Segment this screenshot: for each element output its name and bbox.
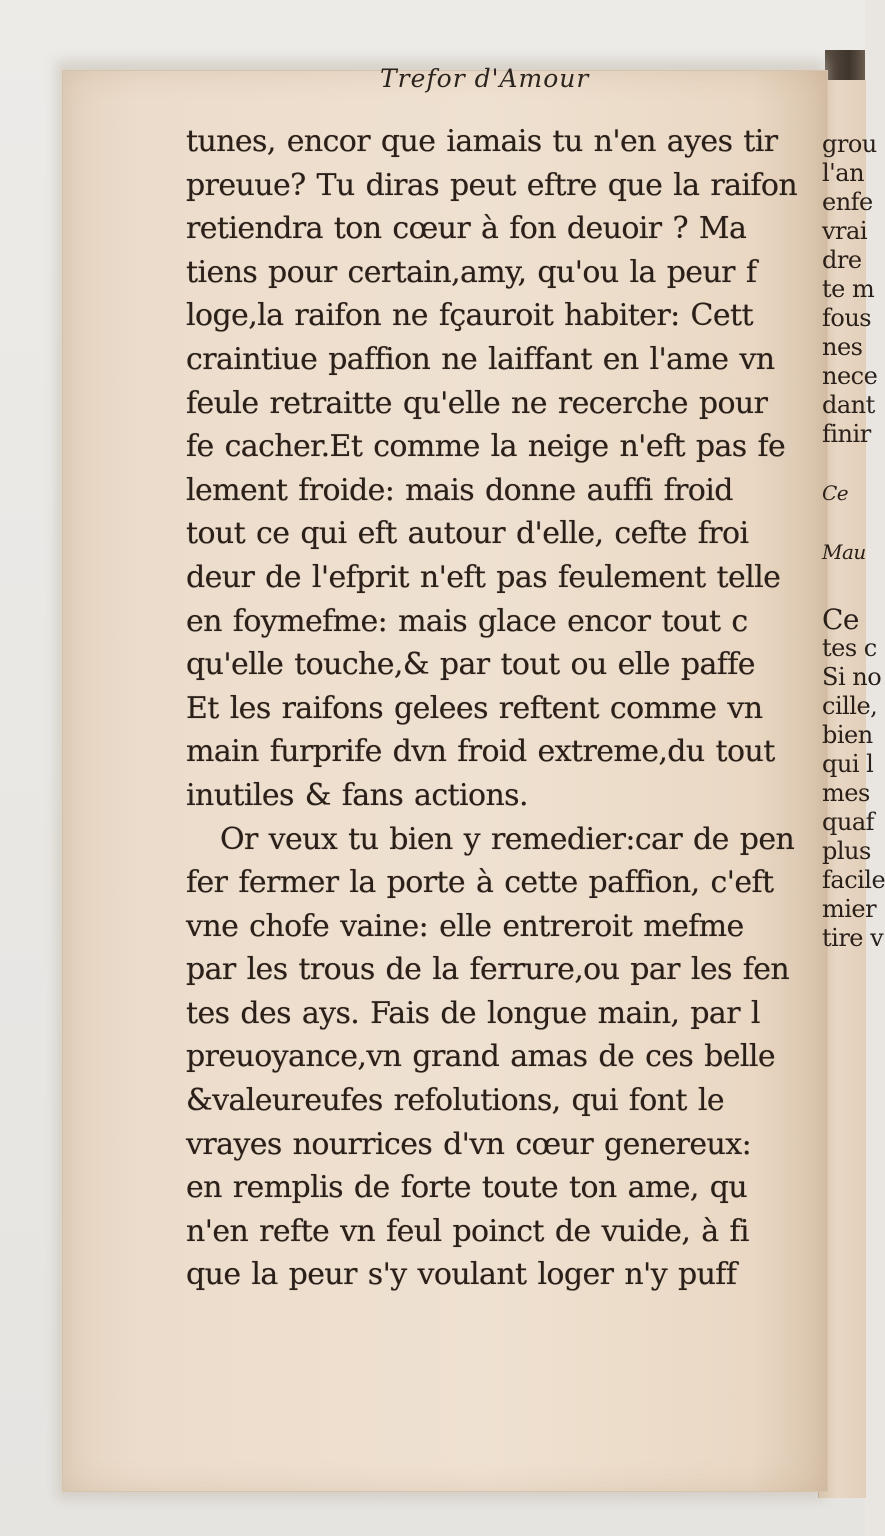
text-line: tes des ays. Fais de longue main, par l xyxy=(186,995,760,1031)
text-line: qu'elle touche,& par tout ou elle paffe xyxy=(186,647,755,683)
text-line: que la peur s'y voulant loger n'y puff xyxy=(186,1257,737,1293)
next-page-line: te m xyxy=(822,275,875,303)
text-line: fer fermer la porte à cette paffion, c'eft xyxy=(186,865,774,901)
next-page-line: facile xyxy=(822,866,885,894)
text-line: tiens pour certain,amy, qu'ou la peur f xyxy=(186,254,757,290)
text-line: preuoyance,vn grand amas de ces belle xyxy=(186,1039,776,1075)
next-page-line: bien xyxy=(822,721,873,749)
next-page-line: plus xyxy=(822,837,871,865)
next-page-line: Ce xyxy=(822,603,859,636)
next-page-line: tes c xyxy=(822,634,877,662)
next-page-line: mes xyxy=(822,779,870,807)
text-line: tunes, encor que iamais tu n'en ayes tir xyxy=(186,124,778,159)
text-line: en foymefme: mais glace encor tout c xyxy=(186,603,748,639)
next-page-line: Ce xyxy=(822,481,849,505)
next-page-line: tire v xyxy=(822,924,884,952)
next-page-line: mier xyxy=(822,895,877,923)
text-line: par les trous de la ferrure,ou par les fen xyxy=(186,952,790,988)
next-page-line: dre xyxy=(822,246,862,274)
running-head: Trefor d'Amour xyxy=(380,64,590,93)
text-line: loge,la raifon ne fçauroit habiter: Cett xyxy=(186,298,753,334)
text-line: &valeureufes refolutions, qui font le xyxy=(186,1083,724,1119)
text-line: retiendra ton cœur à fon deuoir ? Ma xyxy=(186,211,747,247)
next-page-line: nece xyxy=(822,362,878,390)
next-page-line: l'an xyxy=(822,159,865,187)
next-page-line: cille, xyxy=(822,692,878,720)
text-line: tout ce qui eft autour d'elle, cefte froi xyxy=(186,516,749,552)
text-line: main furprife dvn froid extreme,du tout xyxy=(186,734,775,770)
text-line: Et les raifons gelees reftent comme vn xyxy=(186,690,763,726)
text-line: preuue? Tu diras peut eftre que la raifon xyxy=(186,167,798,203)
text-line: n'en refte vn feul poinct de vuide, à fi xyxy=(186,1213,749,1249)
next-page-line: vrai xyxy=(822,217,868,245)
text-line: inutiles & fans actions. xyxy=(186,777,528,813)
next-page-line: finir xyxy=(822,420,871,448)
text-line: fe cacher.Et comme la neige n'eft pas fe xyxy=(186,429,786,465)
text-line: lement froide: mais donne auffi froid xyxy=(186,472,733,508)
next-page-line: dant xyxy=(822,391,875,419)
text-line: craintiue paffion ne laiffant en l'ame vn xyxy=(186,341,775,377)
next-page-line: fous xyxy=(822,304,872,332)
next-page-text xyxy=(822,130,885,953)
next-page-line: nes xyxy=(822,333,863,361)
text-line: vne chofe vaine: elle entreroit mefme xyxy=(186,908,744,944)
next-page-line: Mau xyxy=(822,540,866,564)
next-page-line: grou xyxy=(822,130,877,158)
text-line: en remplis de forte toute ton ame, qu xyxy=(186,1170,748,1206)
next-page-line: enfe xyxy=(822,188,873,216)
text-line: deur de l'efprit n'eft pas feulement telle xyxy=(186,559,781,595)
text-line: vrayes nourrices d'vn cœur genereux: xyxy=(186,1126,752,1162)
next-page-line: Si no xyxy=(822,663,882,691)
page-text xyxy=(186,120,818,1297)
text-line: Or veux tu bien y remedier:car de pen xyxy=(220,821,795,857)
next-page-line: quaf xyxy=(822,808,875,836)
text-line: feule retraitte qu'elle ne recerche pour xyxy=(186,385,768,421)
next-page-line: qui l xyxy=(822,750,874,778)
